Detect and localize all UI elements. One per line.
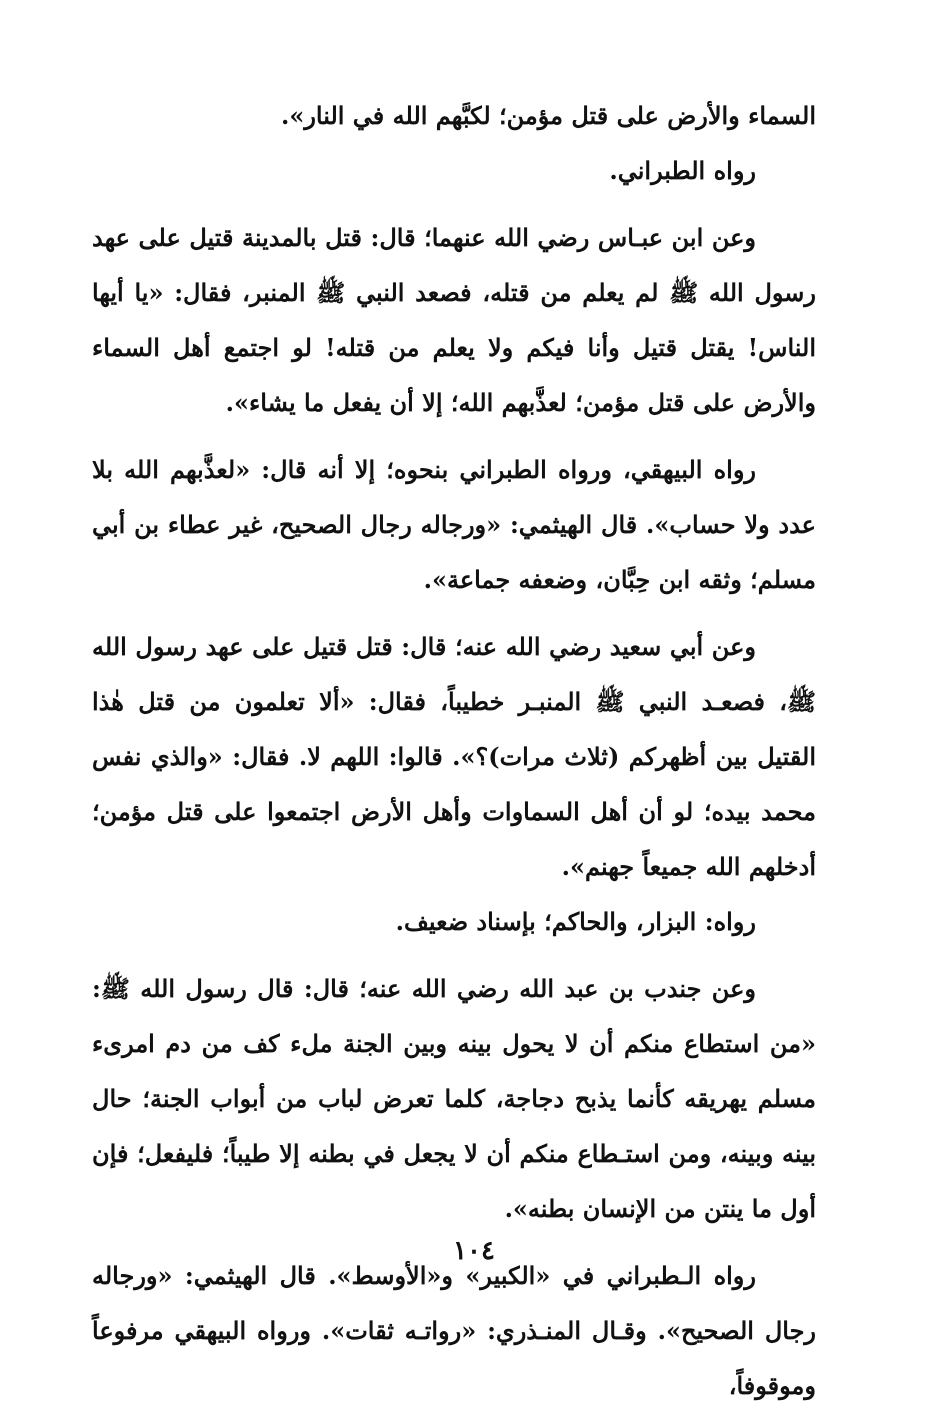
citation-bayhaqi: رواه البيهقي، ورواه الطبراني بنحوه؛ إلا أنه قال: «لعذَّبهم الله بلا عدد ولا حساب». قال الهيثمي: «ورجاله رجال الصحيح، غير عطاء بن أبي مسلم؛ وثقه ابن حِبَّان، وضعفه جماعة».: [92, 455, 816, 594]
hadith-jundub: وعن جندب بن عبد الله رضي الله عنه؛ قال: قال رسول الله ﷺ: «من استطاع منكم أن لا يحول بينه وبين الجنة ملء كف من دم امرىء مسلم يهريقه كأنما يذبح دجاجة، كلما تعرض لباب من أبواب الجنة؛ حال بينه وبينه، ومن استـطاع منكم أن لا يجعل في بطنه إلا طيباً؛ فليفعل؛ فإن أول ما ينتن من الإنسان بطنه».: [92, 974, 816, 1223]
citation-tabarani: رواه الطبراني.: [609, 156, 756, 185]
hadith-ibn-abbas: وعن ابن عبـاس رضي الله عنهما؛ قال: قتل بالمدينة قتيل على عهد رسول الله ﷺ لم يعلم من قتله، فصعد النبي ﷺ المنبر، فقال: «يا أيها الناس! يقتل قتيل وأنا فيكم ولا يعلم من قتله! لو اجتمع أهل السماء والأرض على قتل مؤمن؛ لعذَّبهم الله؛ إلا أن يفعل ما يشاء».: [92, 223, 816, 417]
paragraph-continuation: السماء والأرض على قتل مؤمن؛ لكبَّهم الله في النار».: [280, 101, 816, 130]
hadith-abu-said: وعن أبي سعيد رضي الله عنه؛ قال: قتل قتيل على عهد رسول الله ﷺ، فصعـد النبي ﷺ المنبـر خطيباً، فقال: «ألا تعلمون من قتل هٰذا القتيل بين أظهركم (ثلاث مرات)؟». قالوا: اللهم لا. فقال: «والذي نفس محمد بيده؛ لو أن أهل السماوات وأهل الأرض اجتمعوا على قتل مؤمن؛ أدخلهم الله جميعاً جهنم».: [92, 632, 816, 881]
page-body: [92, 88, 816, 1413]
citation-bazzar: رواه: البزار، والحاكم؛ بإسناد ضعيف.: [395, 907, 756, 936]
citation-tabarani-kabir: رواه الـطبراني في «الكبير» و«الأوسط». قال الهيثمي: «ورجاله رجال الصحيح». وقـال المنـذري: «رواتـه ثقات». ورواه البيهقي مرفوعاً وموقوفاً،: [92, 1261, 816, 1400]
page-number: ١٠٤: [453, 1236, 495, 1266]
